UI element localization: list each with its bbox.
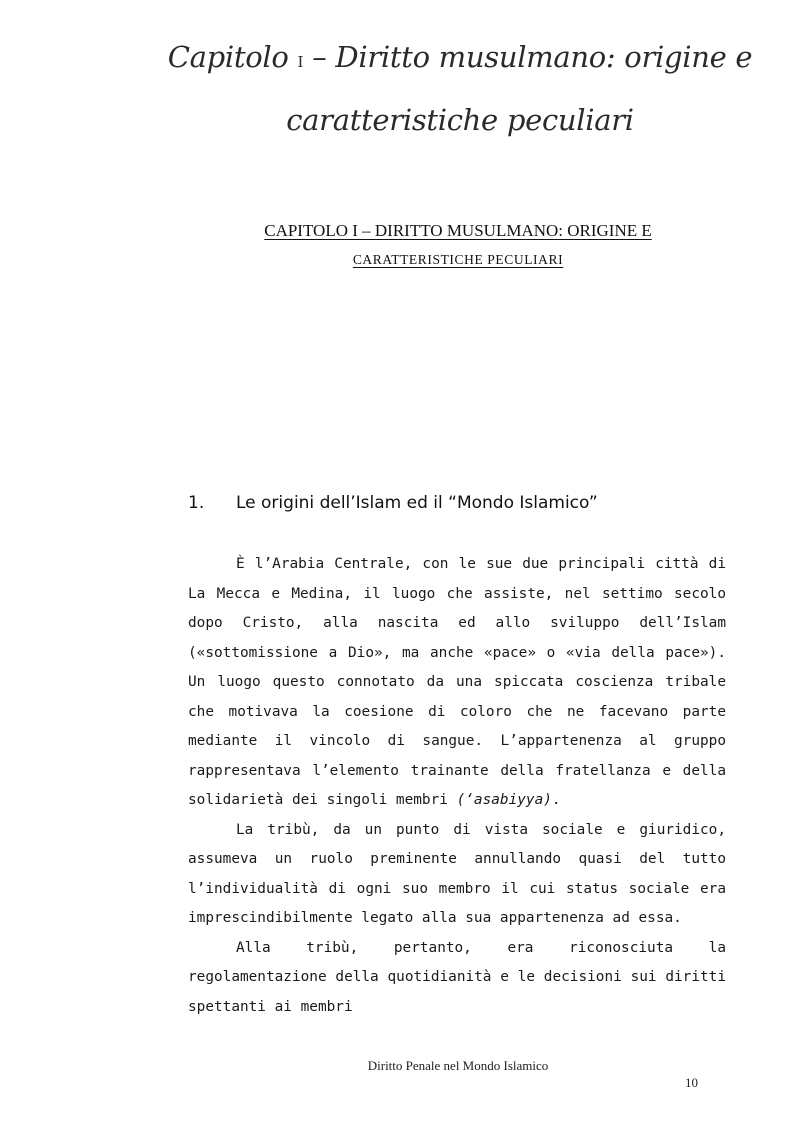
chapter-title bbox=[188, 216, 728, 274]
section-heading bbox=[188, 488, 728, 518]
chapter-title-line-2: CARATTERISTICHE PECULIARI bbox=[352, 252, 564, 267]
section-title: Le origini dell’Islam ed il “Mondo Islamico” bbox=[236, 493, 598, 513]
chapter-title-line-1: CAPITOLO I – DIRITTO MUSULMANO: ORIGINE E bbox=[264, 221, 652, 240]
footer-title: Diritto Penale nel Mondo Islamico bbox=[367, 1058, 549, 1073]
paragraph-3: Alla tribù, pertanto, era riconosciuta la regolamentazione della quotidianità e le decisioni sui diritti spettanti ai membri bbox=[188, 939, 726, 1015]
running-header-word: Capitolo bbox=[167, 40, 289, 74]
paragraph-1-text: È l’Arabia Centrale, con le sue due principali città di La Mecca e Medina, il luogo che assiste, nel settimo secolo dopo Cristo, alla nascita ed allo sviluppo dell’Islam («sottomissione a Dio», ma anche «pace» o «via della pace»). Un luogo questo connotato da una spiccata coscienza tribale che motivava la coesione di coloro che ne facevano parte mediante il vincolo di sangue. L’appartenenza al gruppo rappresentava l’elemento trainante della fratellanza e della solidarietà dei singoli membri bbox=[188, 556, 726, 808]
paragraph-1-end: . bbox=[551, 792, 561, 808]
page-number: 10 bbox=[685, 1075, 698, 1090]
paragraph-1-italic-term: (‘asabiyya) bbox=[456, 792, 552, 808]
running-header-line-1 bbox=[150, 28, 770, 91]
paragraph-2: La tribù, da un punto di vista sociale e giuridico, assumeva un ruolo preminente annullando quasi del tutto l’individualità di ogni suo membro il cui status sociale era imprescindibilmente legato alla sua appartenenza ad essa. bbox=[188, 821, 726, 926]
running-header-subtitle: – Diritto musulmano: origine e bbox=[312, 40, 753, 74]
running-header-line-2: caratteristiche peculiari bbox=[286, 103, 634, 137]
running-header-roman: I bbox=[297, 53, 304, 71]
section-number: 1. bbox=[188, 493, 205, 513]
running-header bbox=[150, 28, 770, 149]
paragraph-1 bbox=[188, 550, 726, 816]
body-text bbox=[188, 550, 726, 1022]
